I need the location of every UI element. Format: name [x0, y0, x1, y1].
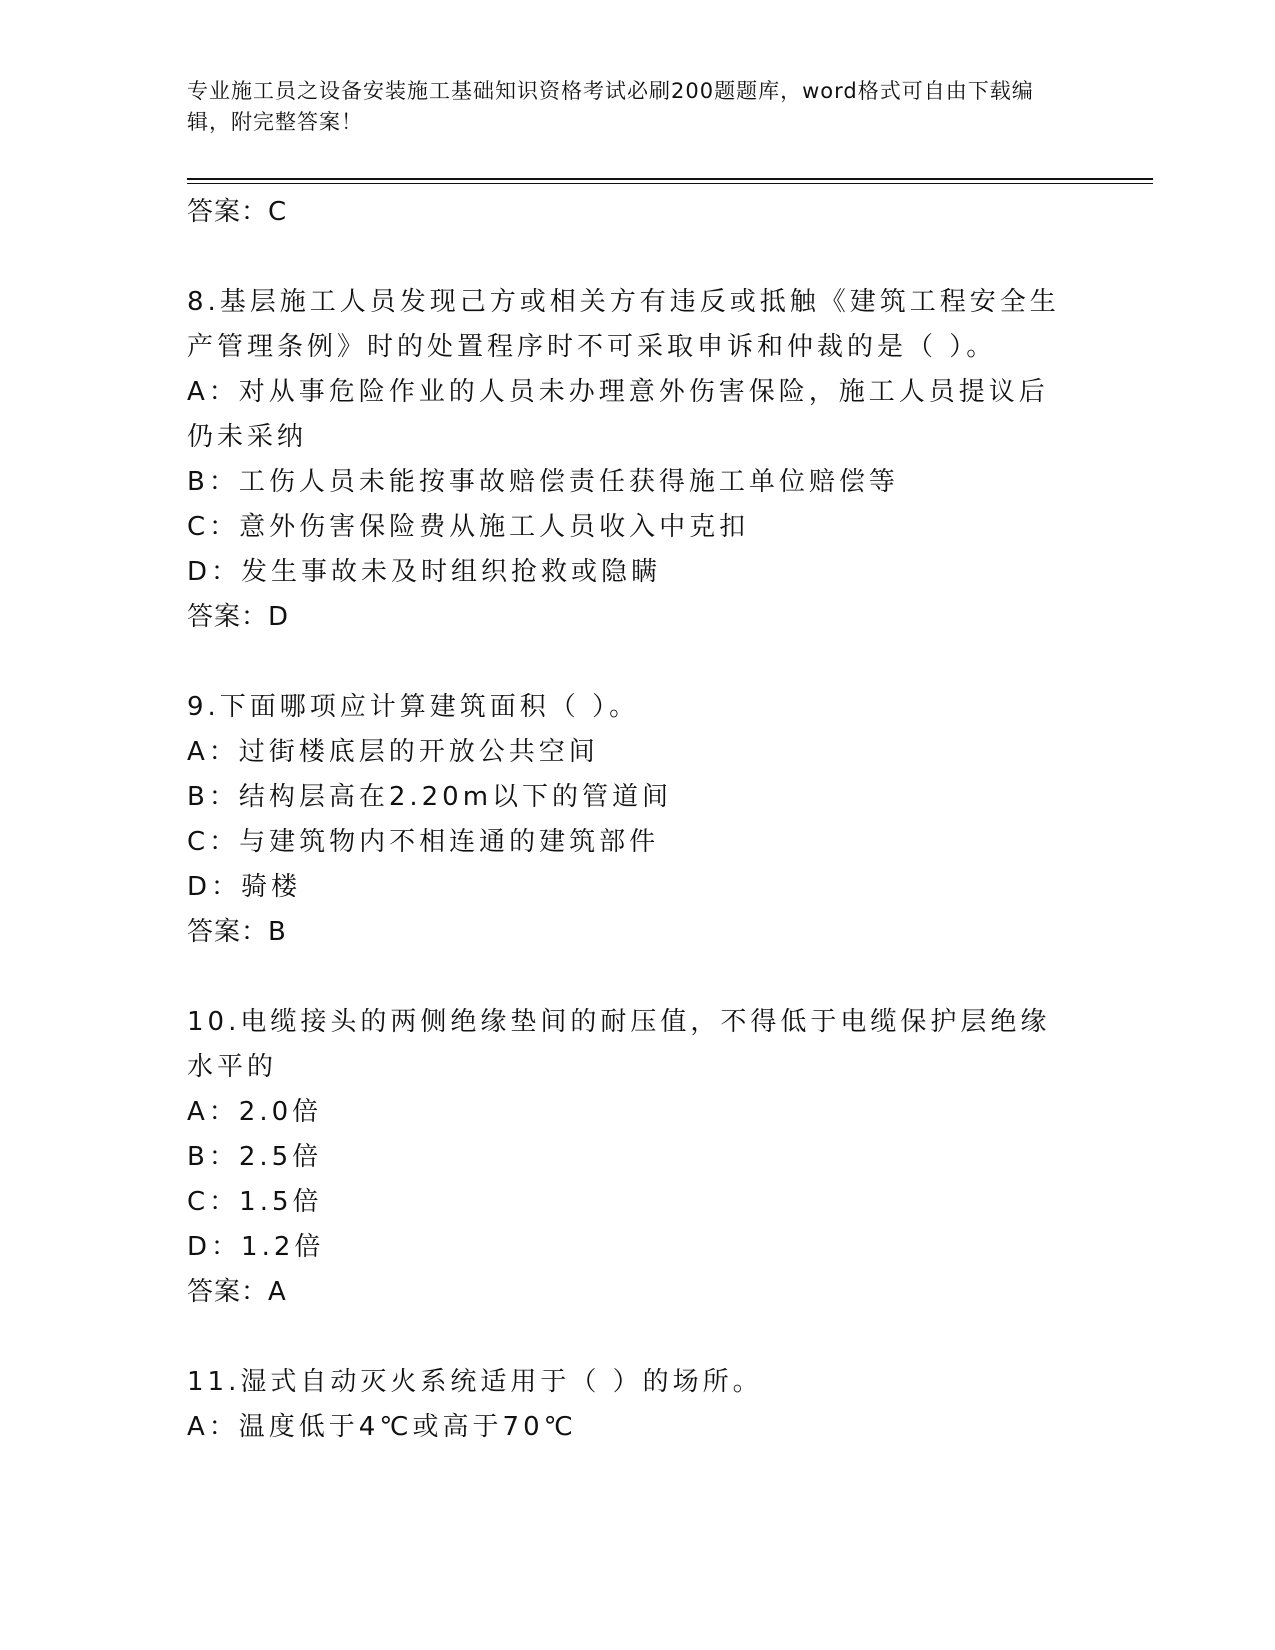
page-header: 专业施工员之设备安装施工基础知识资格考试必刷200题题库，word格式可自由下载编辑，附完整答案！ — [187, 79, 1034, 134]
option-c: C：1.5倍 — [187, 1187, 323, 1217]
answer-line: 答案：D — [187, 602, 290, 632]
answer-line: 答案：B — [187, 917, 287, 947]
option-a: A：对从事危险作业的人员未办理意外伤害保险，施工人员提议后仍未采纳 — [187, 377, 1049, 452]
question-stem: 9.下面哪项应计算建筑面积（ ）。 — [187, 692, 640, 722]
question-block — [187, 685, 1087, 955]
question-content — [187, 190, 1087, 1450]
question-stem: 11.湿式自动灭火系统适用于（ ）的场所。 — [187, 1367, 763, 1397]
answer-line: 答案：A — [187, 1277, 287, 1307]
option-d: D：1.2倍 — [187, 1232, 325, 1262]
option-a: A：过街楼底层的开放公共空间 — [187, 737, 599, 767]
question-block — [187, 1360, 1087, 1450]
option-c: C：与建筑物内不相连通的建筑部件 — [187, 827, 660, 857]
option-c: C：意外伤害保险费从施工人员收入中克扣 — [187, 512, 750, 542]
spacer — [187, 1315, 1087, 1360]
option-d: D：骑楼 — [187, 872, 302, 902]
header-divider-thick — [187, 178, 1153, 180]
question-stem: 8.基层施工人员发现己方或相关方有违反或抵触《建筑工程安全生产管理条例》时的处置程序时不可采取申诉和仲裁的是（ ）。 — [187, 287, 1060, 362]
answer-line: 答案：C — [187, 197, 288, 227]
spacer — [187, 955, 1087, 1000]
option-a: A：温度低于4℃或高于70℃ — [187, 1412, 577, 1442]
option-b: B：2.5倍 — [187, 1142, 323, 1172]
option-d: D：发生事故未及时组织抢救或隐瞒 — [187, 557, 662, 587]
option-b: B：结构层高在2.20m以下的管道间 — [187, 782, 673, 812]
option-a: A：2.0倍 — [187, 1097, 323, 1127]
question-stem: 10.电缆接头的两侧绝缘垫间的耐压值，不得低于电缆保护层绝缘水平的 — [187, 1007, 1051, 1082]
spacer — [187, 640, 1087, 685]
question-block — [187, 1000, 1087, 1315]
header-divider-thin — [187, 183, 1153, 184]
spacer — [187, 235, 1087, 280]
question-block — [187, 280, 1087, 640]
option-b: B：工伤人员未能按事故赔偿责任获得施工单位赔偿等 — [187, 467, 899, 497]
